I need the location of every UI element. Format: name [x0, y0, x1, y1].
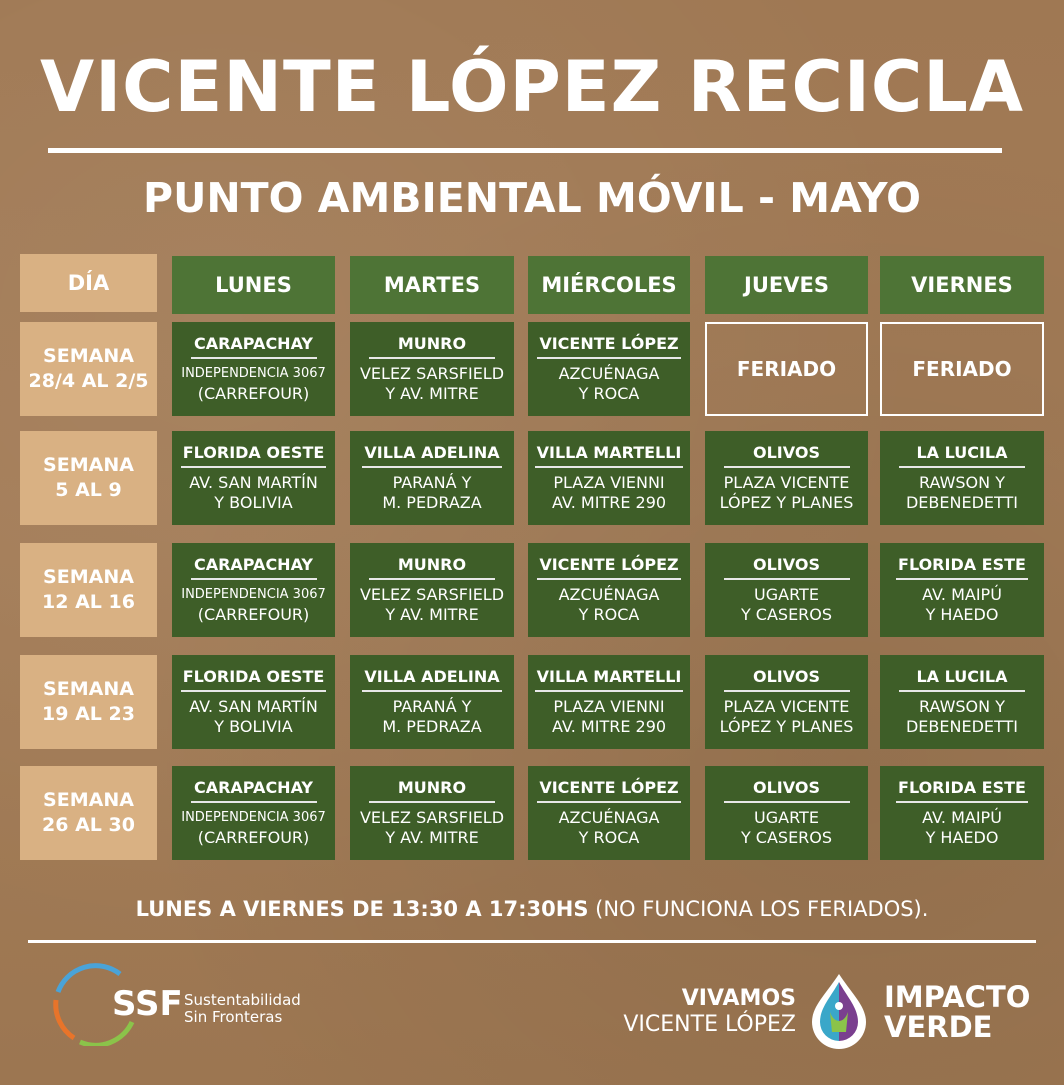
hours-holiday-note: (NO FUNCIONA LOS FERIADOS).	[588, 897, 929, 921]
location-cell	[528, 766, 690, 860]
address-line: PARANÁ Y	[392, 473, 472, 492]
location-address	[528, 364, 690, 404]
address-line: Y HAEDO	[925, 828, 999, 847]
location-cell	[172, 543, 335, 637]
address-line: Y AV. MITRE	[385, 605, 479, 624]
address-line: PARANÁ Y	[392, 697, 472, 716]
location-name: MUNRO	[369, 555, 495, 580]
impacto-verde-logo	[884, 982, 1030, 1042]
address-line: M. PEDRAZA	[382, 493, 482, 512]
location-name: VILLA MARTELLI	[535, 667, 684, 692]
address-line: AZCUÉNAGA	[558, 364, 660, 383]
location-cell	[350, 655, 514, 749]
week-label-line: SEMANA	[43, 678, 134, 700]
address-line: AV. SAN MARTÍN	[189, 473, 318, 492]
address-line: (CARREFOUR)	[197, 828, 310, 847]
header-day: DÍA	[20, 254, 157, 312]
location-address	[172, 697, 335, 737]
address-line: Y CASEROS	[740, 828, 833, 847]
poster-title: VICENTE LÓPEZ RECICLA	[39, 46, 1025, 128]
week-label-line: 28/4 AL 2/5	[28, 370, 149, 392]
address-line: AV. MITRE 290	[551, 717, 667, 736]
impacto-line-2: VERDE	[884, 1010, 993, 1044]
holiday-cell: FERIADO	[880, 322, 1044, 416]
location-address	[172, 808, 335, 848]
address-line: INDEPENDENCIA 3067	[181, 587, 326, 602]
location-cell	[350, 431, 514, 525]
location-name: OLIVOS	[724, 443, 850, 468]
location-address	[350, 364, 514, 404]
title-divider	[48, 148, 1002, 153]
location-name: FLORIDA OESTE	[181, 443, 327, 468]
hours-note	[0, 894, 1064, 924]
week-label-line: 5 AL 9	[55, 479, 122, 501]
location-name: FLORIDA ESTE	[896, 778, 1028, 803]
location-cell	[528, 655, 690, 749]
location-address	[172, 364, 335, 404]
week-label	[20, 766, 157, 860]
address-line: Y CASEROS	[740, 605, 833, 624]
location-name: OLIVOS	[724, 778, 850, 803]
address-line: AV. MAIPÚ	[922, 585, 1002, 604]
address-line: AV. MAIPÚ	[922, 808, 1002, 827]
location-address	[350, 697, 514, 737]
address-line: INDEPENDENCIA 3067	[181, 366, 326, 381]
location-cell	[705, 431, 868, 525]
address-line: RAWSON Y	[919, 697, 1005, 716]
location-cell	[880, 431, 1044, 525]
location-address	[705, 473, 868, 513]
address-line: VELEZ SARSFIELD	[359, 364, 505, 383]
ssf-name	[184, 992, 301, 1026]
address-line: Y BOLIVIA	[214, 493, 293, 512]
ssf-logo	[50, 962, 301, 1046]
location-address	[705, 697, 868, 737]
address-line: AV. SAN MARTÍN	[189, 697, 318, 716]
location-name: VICENTE LÓPEZ	[537, 334, 680, 359]
location-name: OLIVOS	[724, 667, 850, 692]
header-viernes: VIERNES	[880, 256, 1044, 314]
header-miercoles: MIÉRCOLES	[528, 256, 690, 314]
ssf-mark: SSF	[112, 984, 183, 1024]
municipal-drop-icon	[806, 972, 872, 1050]
location-address	[880, 808, 1044, 848]
address-line: VELEZ SARSFIELD	[359, 585, 505, 604]
address-line: AZCUÉNAGA	[558, 808, 660, 827]
location-name: MUNRO	[369, 778, 495, 803]
location-address	[172, 473, 335, 513]
location-address	[880, 697, 1044, 737]
address-line: PLAZA VICENTE	[723, 697, 850, 716]
impacto-line-1: IMPACTO	[884, 980, 1031, 1014]
location-cell	[528, 543, 690, 637]
location-name: VILLA ADELINA	[362, 443, 501, 468]
week-label	[20, 431, 157, 525]
address-line: DEBENEDETTI	[905, 493, 1018, 512]
location-cell	[705, 655, 868, 749]
location-address	[528, 808, 690, 848]
vivamos-logo-text	[623, 986, 796, 1038]
location-name: VILLA MARTELLI	[535, 443, 684, 468]
location-name: VICENTE LÓPEZ	[537, 555, 680, 580]
location-cell	[705, 543, 868, 637]
address-line: VELEZ SARSFIELD	[359, 808, 505, 827]
poster-subtitle: PUNTO AMBIENTAL MÓVIL - MAYO	[143, 174, 921, 222]
location-address	[880, 473, 1044, 513]
location-address	[880, 585, 1044, 625]
location-address	[350, 585, 514, 625]
location-cell	[880, 766, 1044, 860]
location-address	[528, 697, 690, 737]
ssf-line-1: Sustentabilidad	[184, 991, 301, 1009]
address-line: INDEPENDENCIA 3067	[181, 810, 326, 825]
address-line: Y AV. MITRE	[385, 828, 479, 847]
week-label	[20, 543, 157, 637]
footer-divider	[28, 940, 1036, 943]
address-line: M. PEDRAZA	[382, 717, 482, 736]
week-label-line: SEMANA	[43, 454, 134, 476]
address-line: RAWSON Y	[919, 473, 1005, 492]
location-name: FLORIDA ESTE	[896, 555, 1028, 580]
week-label-line: 12 AL 16	[42, 591, 135, 613]
location-cell	[172, 766, 335, 860]
location-name: OLIVOS	[724, 555, 850, 580]
address-line: Y ROCA	[578, 605, 640, 624]
vivamos-line-1: VIVAMOS	[681, 986, 796, 1011]
address-line: UGARTE	[754, 585, 819, 604]
location-cell	[880, 543, 1044, 637]
address-line: LÓPEZ Y PLANES	[719, 493, 854, 512]
address-line: (CARREFOUR)	[197, 384, 310, 403]
hours-bold: LUNES A VIERNES DE 13:30 A 17:30HS	[135, 897, 589, 921]
week-label-line: SEMANA	[43, 789, 134, 811]
address-line: Y AV. MITRE	[385, 384, 479, 403]
location-cell	[172, 431, 335, 525]
location-cell	[528, 322, 690, 416]
address-line: PLAZA VIENNI	[553, 697, 665, 716]
header-martes: MARTES	[350, 256, 514, 314]
address-line: UGARTE	[754, 808, 819, 827]
location-name: LA LUCILA	[899, 667, 1025, 692]
location-cell	[705, 766, 868, 860]
week-label-line: 19 AL 23	[42, 703, 135, 725]
location-name: FLORIDA OESTE	[181, 667, 327, 692]
location-cell	[350, 766, 514, 860]
location-name: VICENTE LÓPEZ	[537, 778, 680, 803]
week-label	[20, 655, 157, 749]
location-address	[705, 808, 868, 848]
week-label-line: SEMANA	[43, 345, 134, 367]
address-line: Y ROCA	[578, 828, 640, 847]
address-line: Y ROCA	[578, 384, 640, 403]
location-cell	[172, 322, 335, 416]
location-address	[528, 585, 690, 625]
location-cell	[528, 431, 690, 525]
ssf-line-2: Sin Fronteras	[184, 1008, 283, 1026]
address-line: (CARREFOUR)	[197, 605, 310, 624]
location-name: CARAPACHAY	[191, 334, 317, 359]
location-address	[350, 808, 514, 848]
week-label-line: 26 AL 30	[42, 814, 135, 836]
location-name: CARAPACHAY	[191, 778, 317, 803]
address-line: Y BOLIVIA	[214, 717, 293, 736]
week-label	[20, 322, 157, 416]
address-line: Y HAEDO	[925, 605, 999, 624]
address-line: AZCUÉNAGA	[558, 585, 660, 604]
address-line: PLAZA VICENTE	[723, 473, 850, 492]
location-address	[705, 585, 868, 625]
location-name: CARAPACHAY	[191, 555, 317, 580]
location-name: LA LUCILA	[899, 443, 1025, 468]
location-address	[350, 473, 514, 513]
header-jueves: JUEVES	[705, 256, 868, 314]
vivamos-line-2: VICENTE LÓPEZ	[623, 1012, 796, 1037]
location-cell	[172, 655, 335, 749]
week-label-line: SEMANA	[43, 566, 134, 588]
location-name: MUNRO	[369, 334, 495, 359]
location-address	[172, 585, 335, 625]
location-cell	[350, 322, 514, 416]
location-cell	[880, 655, 1044, 749]
location-name: VILLA ADELINA	[362, 667, 501, 692]
address-line: DEBENEDETTI	[905, 717, 1018, 736]
holiday-cell: FERIADO	[705, 322, 868, 416]
location-cell	[350, 543, 514, 637]
location-address	[528, 473, 690, 513]
header-lunes: LUNES	[172, 256, 335, 314]
address-line: PLAZA VIENNI	[553, 473, 665, 492]
address-line: LÓPEZ Y PLANES	[719, 717, 854, 736]
address-line: AV. MITRE 290	[551, 493, 667, 512]
